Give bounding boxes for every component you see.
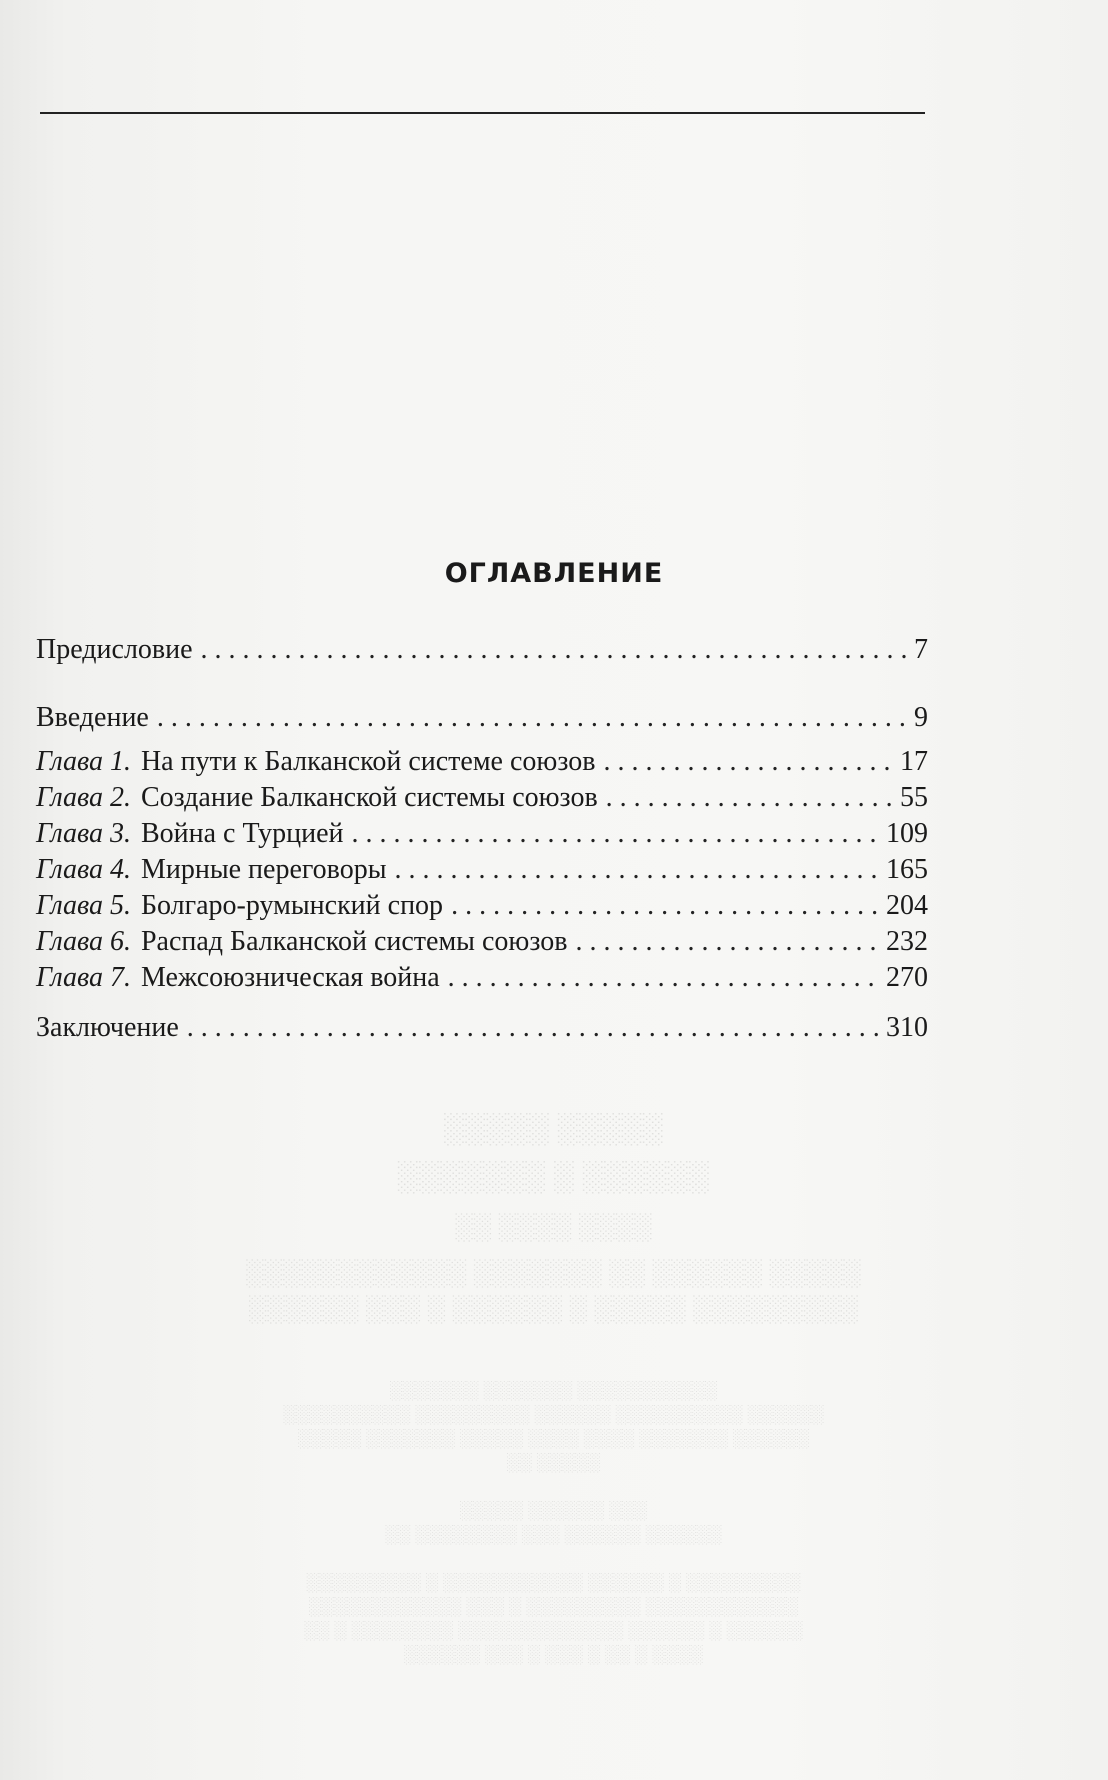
dot-leader (606, 780, 896, 816)
show-through-text: ░░░░░ ░░░░░░ ░░ ░░░░░░░ ░░░░░░░░░░░░ (246, 1258, 862, 1287)
toc-entry (36, 924, 928, 960)
entry-title: Предисловие (36, 634, 193, 665)
page-number: 165 (886, 854, 928, 885)
chapter-prefix: Глава 5. (36, 890, 131, 921)
page-number: 232 (886, 926, 928, 957)
dot-leader (451, 888, 882, 924)
page-number: 7 (914, 634, 928, 665)
show-through-text: ░░░░░░ ░ ░░░░░░ ░░░░░░░░░░░░░ ░░░░░░░░ ░ ░░ (304, 1620, 804, 1640)
dot-leader (603, 744, 896, 780)
show-through-text: ░░░░░░░░░░░░ ░░░░░░░░░ ░ ░░░ ░░░░░░░░░░░░ (309, 1596, 799, 1616)
show-through-text: ░░░░░░ ░░░░░░░░░░ ░░░░░░ ░░░░░░░░░ ░░░░░░░░░░ (283, 1404, 825, 1424)
chapter-prefix: Глава 6. (36, 926, 131, 957)
entry-title: Заключение (36, 1012, 179, 1043)
entry-title: Мирные переговоры (140, 854, 387, 885)
entry-title: На пути к Балканской системе союзов (140, 746, 596, 777)
chapter-prefix: Глава 3. (36, 818, 131, 849)
show-through-text: ░░░░░░ ░░░░░░ ░░░ ░░░░░░░░ ░░ (385, 1524, 723, 1544)
page-number: 9 (914, 702, 928, 733)
dot-leader (157, 700, 910, 736)
toc-entry (36, 1010, 928, 1046)
show-through-text: ░░░░░░ ░ ░░░░░░░ (397, 1160, 711, 1193)
chapter-prefix: Глава 1. (36, 746, 131, 777)
page-number: 204 (886, 890, 928, 921)
page-number: 270 (886, 962, 928, 993)
dot-leader (352, 816, 882, 852)
page-number: 310 (886, 1012, 928, 1043)
entry-title: Война с Турцией (140, 818, 344, 849)
toc-entry (36, 852, 928, 888)
show-through-text: ░░░░ ░ ░░ ░ ░░░ ░ ░░░ ░░░░░░ (404, 1644, 704, 1664)
entry-title: Распад Балканской системы союзов (140, 926, 568, 957)
dot-leader (448, 960, 882, 996)
toc-entry (36, 632, 928, 668)
chapter-prefix: Глава 7. (36, 962, 131, 993)
chapter-prefix: Глава 4. (36, 854, 131, 885)
toc-entry (36, 816, 928, 852)
page-number: 55 (900, 782, 928, 813)
chapter-prefix: Глава 2. (36, 782, 131, 813)
toc-entry (36, 888, 928, 924)
toc-entry (36, 780, 928, 816)
entry-title: Создание Балканской системы союзов (140, 782, 598, 813)
show-through-text: ░░░ ░░░░░░ ░░░░░ (460, 1500, 648, 1520)
show-through-text: ░░░░░░░░░ ░░░░░ ░ ░░░░░░ ░ ░░░ ░░░░░░ (248, 1294, 860, 1323)
show-through-text: ░░░░░░░░░░░ ░░░░░░░ ░░░░░░░ (390, 1380, 718, 1400)
toc-heading: ОГЛАВЛЕНИЕ (444, 558, 664, 589)
dot-leader (201, 632, 910, 668)
show-through-text: ░░░░░ ░░ (507, 1452, 601, 1472)
entry-title: Введение (36, 702, 149, 733)
table-of-contents (36, 632, 928, 1046)
dot-leader (187, 1010, 882, 1046)
toc-entry (36, 700, 928, 736)
show-through-text: ░░░░░░ ░░░░░░░ ░░░░ ░░░░ ░░░░░ ░░░░░░░ ░░░░░ (298, 1428, 810, 1448)
dot-leader (395, 852, 882, 888)
show-through-text: ░░░░░░░░░ ░ ░░░░░░ ░░░░░░░░░░░ ░ ░░░░░░░░░ (306, 1572, 802, 1592)
dot-leader (575, 924, 882, 960)
show-through-text: ░░░░░ ░░░░░ (443, 1112, 665, 1145)
toc-entry (36, 960, 928, 996)
entry-title: Болгаро-румынский спор (140, 890, 444, 921)
page-number: 17 (900, 746, 928, 777)
top-horizontal-rule (40, 112, 925, 114)
show-through-text: ░░░░ ░░░░ ░░ (455, 1212, 653, 1241)
entry-title: Межсоюзническая война (140, 962, 440, 993)
page-number: 109 (886, 818, 928, 849)
toc-entry (36, 744, 928, 780)
